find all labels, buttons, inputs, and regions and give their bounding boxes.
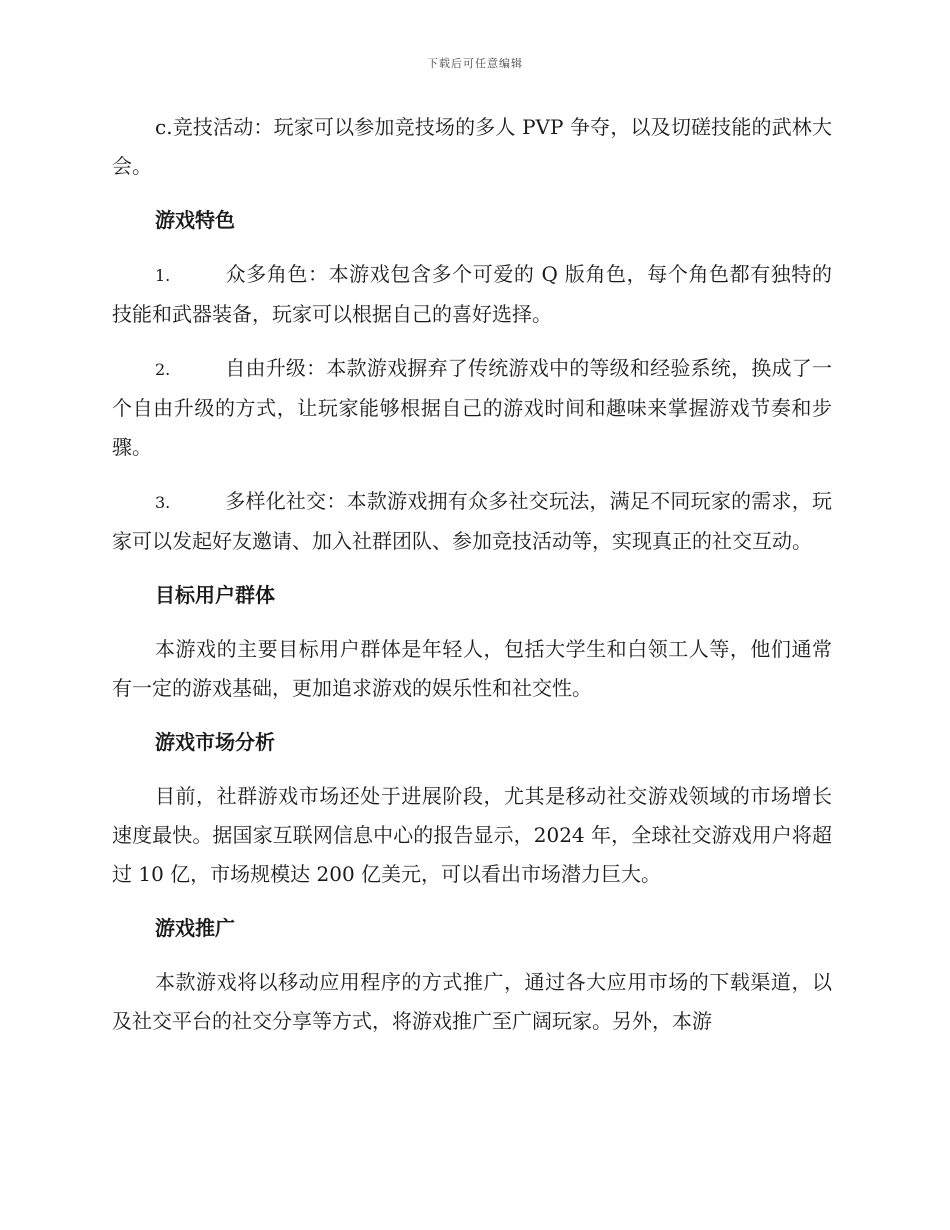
feature-number: 2.	[155, 360, 171, 379]
paragraph-market-analysis: 目前，社群游戏市场还处于进展阶段，尤其是移动社交游戏领域的市场增长速度最快。据国家互联网信息中心的报告显示，2024 年，全球社交游戏用户将超过 10 亿，市场规模达 200 亿美元，可以看出市场潜力巨大。	[112, 784, 832, 886]
paragraph-game-promotion: 本款游戏将以移动应用程序的方式推广，通过各大应用市场的下载渠道，以及社交平台的社交分享等方式，将游戏推广至广阔玩家。另外，本游	[112, 970, 832, 1033]
heading-target-users: 目标用户群体	[155, 583, 275, 607]
feature-number: 3.	[155, 493, 171, 512]
document-body	[112, 108, 832, 1056]
paragraph-target-users: 本游戏的主要目标用户群体是年轻人，包括大学生和白领工人等，他们通常有一定的游戏基础，更加追求游戏的娱乐性和社交性。	[112, 637, 832, 700]
feature-text: 众多角色：本游戏包含多个可爱的 Q 版角色，每个角色都有独特的技能和武器装备，玩家可以根据自己的喜好选择。	[112, 262, 832, 326]
feature-item-2	[112, 349, 832, 467]
feature-text: 自由升级：本款游戏摒弃了传统游戏中的等级和经验系统，换成了一个自由升级的方式，让玩家能够根据自己的游戏时间和趣味来掌握游戏节奏和步骤。	[112, 356, 832, 459]
heading-market-analysis: 游戏市场分析	[155, 730, 275, 754]
page-header: 下载后可任意编辑	[427, 57, 523, 70]
feature-item-1	[112, 255, 832, 334]
feature-number: 1.	[155, 266, 171, 285]
paragraph-competitive-activity: c.竞技活动：玩家可以参加竞技场的多人 PVP 争夺，以及切磋技能的武林大会。	[112, 115, 832, 178]
feature-item-3	[112, 482, 832, 561]
heading-game-promotion: 游戏推广	[155, 916, 235, 940]
heading-game-features: 游戏特色	[155, 208, 235, 232]
feature-text: 多样化社交：本款游戏拥有众多社交玩法，满足不同玩家的需求，玩家可以发起好友邀请、加入社群团队、参加竞技活动等，实现真正的社交互动。	[112, 489, 832, 553]
